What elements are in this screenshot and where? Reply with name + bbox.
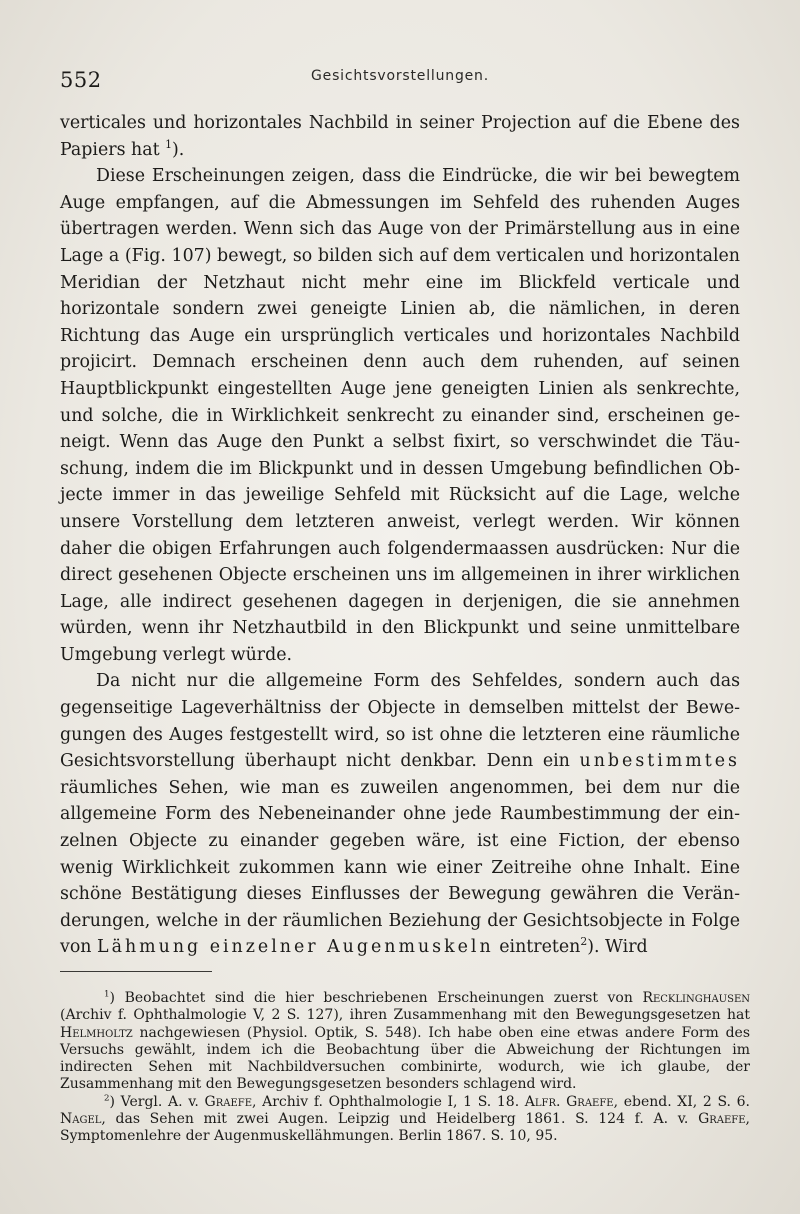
author-name: Graefe	[698, 1111, 746, 1128]
paragraph-text: räumliches Sehen, wie man es zuweilen angenommen, bei dem nur die allgemeine Form des Nebeneinander ohne jede Raumbestimmung der einzelnen Objecte zu einander gegeben wäre, ist eine Fiction, der ebenso wenig Wirklichkeit zukommen kann wie einer Zeitreihe ohne Inhalt. Eine schöne Bestätigung dieses Einflusses der Bewegung gewähren die Veränderungen, welche in der räumlichen Beziehung der Gesichtsobjecte in Folge von	[60, 777, 740, 958]
author-name: Recklinghausen	[642, 990, 750, 1006]
footnote-text: Beobachtet sind die hier beschriebenen Erscheinungen zuerst von	[124, 990, 643, 1006]
footnote: $^2$) Vergl. A. v. Graefe, Archiv f. Ophthalmologie I, 1 S. 18. Alfr. Graefe, ebend. XI, 2 S. 6. Nagel, das Sehen mit zwei Augen. Leipzig und Heidelberg 1861. S. 124 f. A. v. Graefe, Symptomenlehre der Augenmuskellähmungen. Berlin 1867. S. 10, 95.	[60, 1093, 750, 1145]
paragraph-text: ).	[172, 139, 185, 160]
footnote: $^1$) Beobachtet sind die hier beschriebenen Erscheinungen zuerst von Recklinghausen (Archiv f. Ophthalmologie V, 2 S. 127), ihren Zusammenhang mit den Bewegungsgesetzen hat Helmholtz nachgewiesen (Physiol. Optik, S. 548). Ich habe oben eine etwas andere Form des Versuchs gewählt, indem ich die Beobachtung über die Abweichung der Richtungen im indirecten Sehen mit Nachbildversuchen combinirte, wodurch, wie ich glaube, der Zusammenhang mit den Bewegungsgesetzen besonders schlagend wird.	[60, 989, 750, 1093]
footnote-text: , Symptomenlehre der Augenmuskellähmungen. Berlin 1867. S. 10, 95.	[60, 1111, 750, 1145]
footnote-text: Vergl. A. v.	[120, 1093, 205, 1110]
author-name: Nagel	[60, 1111, 102, 1128]
author-name: Alfr. Graefe	[524, 1093, 614, 1110]
paragraph-text: eintreten	[493, 937, 581, 958]
footnote-text: , ebend. XI, 2 S. 6.	[613, 1093, 750, 1110]
footnote-divider	[60, 971, 212, 972]
author-name: Helmholtz	[60, 1024, 133, 1041]
body-text	[60, 110, 740, 961]
paragraph	[60, 668, 740, 961]
footnote-text: (Archiv f. Ophthalmologie V, 2 S. 127), ihren Zusammenhang mit den Bewegungsgesetzen hat	[60, 1007, 750, 1024]
footnote-reference: 1	[165, 137, 172, 151]
paragraph: Diese Erscheinungen zeigen, dass die Eindrücke, die wir bei bewegtem Auge empfangen, auf die Abmessungen im Sehfeld des ruhenden Auges übertragen werden. Wenn sich das Auge von der Primärstellung aus in eine Lage a (Fig. 107) bewegt, so bilden sich auf dem verticalen und horizontalen Meridian der Netzhaut nicht mehr eine im Blickfeld verticale und horizontale sondern zwei geneigte Linien ab, die nämlichen, in deren Richtung das Auge ein ursprünglich verticales und horizontales Nachbild projicirt. Demnach erscheinen denn auch dem ruhenden, auf seinen Hauptblickpunkt eingestellten Auge jene geneigten Linien als senkrechte, und solche, die in Wirklichkeit senkrecht zu einander sind, erscheinen geneigt. Wenn das Auge den Punkt a selbst fixirt, so verschwindet die Täuschung, indem die im Blickpunkt und in dessen Umgebung befindlichen Objecte immer in das jeweilige Sehfeld mit Rücksicht auf die Lage, welche unsere Vorstellung dem letzteren anweist, verlegt werden. Wir können daher die obigen Erfahrungen auch folgendermaassen ausdrücken: Nur die direct gesehenen Objecte erscheinen uns im allgemeinen in ihrer wirklichen Lage, alle indirect gesehenen dagegen in derjenigen, die sie annehmen würden, wenn ihr Netzhautbild in den Blickpunkt und seine unmittelbare Umgebung verlegt würde.	[60, 166, 740, 665]
emphasized-text: Lähmung einzelner Augenmuskeln	[97, 937, 494, 958]
page-number: 552	[60, 68, 102, 92]
footnote-text: , das Sehen mit zwei Augen. Leipzig und Heidelberg 1861. S. 124 f. A. v.	[101, 1111, 699, 1128]
footnotes	[60, 990, 750, 1146]
footnote-text: nachgewiesen (Physiol. Optik, S. 548). Ich habe oben eine etwas andere Form des Versuchs gewählt, indem ich die Beobachtung über die Abweichung der Richtungen im indirecten Sehen mit Nachbildversuchen combinirte, wodurch, wie ich glaube, der Zusammenhang mit den Bewegungsgesetzen besonders schlagend wird.	[60, 1024, 750, 1093]
footnote-reference: 2	[580, 935, 588, 949]
paragraph-text: Da nicht nur die allgemeine Form des Sehfeldes, sondern auch das gegenseitige Lageverhältniss der Objecte in demselben mittelst der Bewegungen des Auges festgestellt wird, so ist ohne die letzteren eine räumliche Gesichtsvorstellung überhaupt nicht denkbar. Denn ein	[60, 671, 740, 772]
emphasized-text: unbestimmtes	[579, 751, 740, 772]
footnote-text: , Archiv f. Ophthalmologie I, 1 S. 18.	[252, 1093, 525, 1110]
footnote-marker: 1	[104, 989, 110, 1000]
paragraph-text: ). Wird	[587, 937, 648, 958]
paragraph-text: verticales und horizontales Nachbild in seiner Projection auf die Ebene des Papiers hat	[60, 113, 740, 160]
footnote-marker: 2	[104, 1093, 110, 1104]
running-title: Gesichtsvorstellungen.	[311, 68, 489, 84]
paragraph-continuation	[60, 110, 740, 163]
author-name: Graefe	[204, 1093, 253, 1110]
